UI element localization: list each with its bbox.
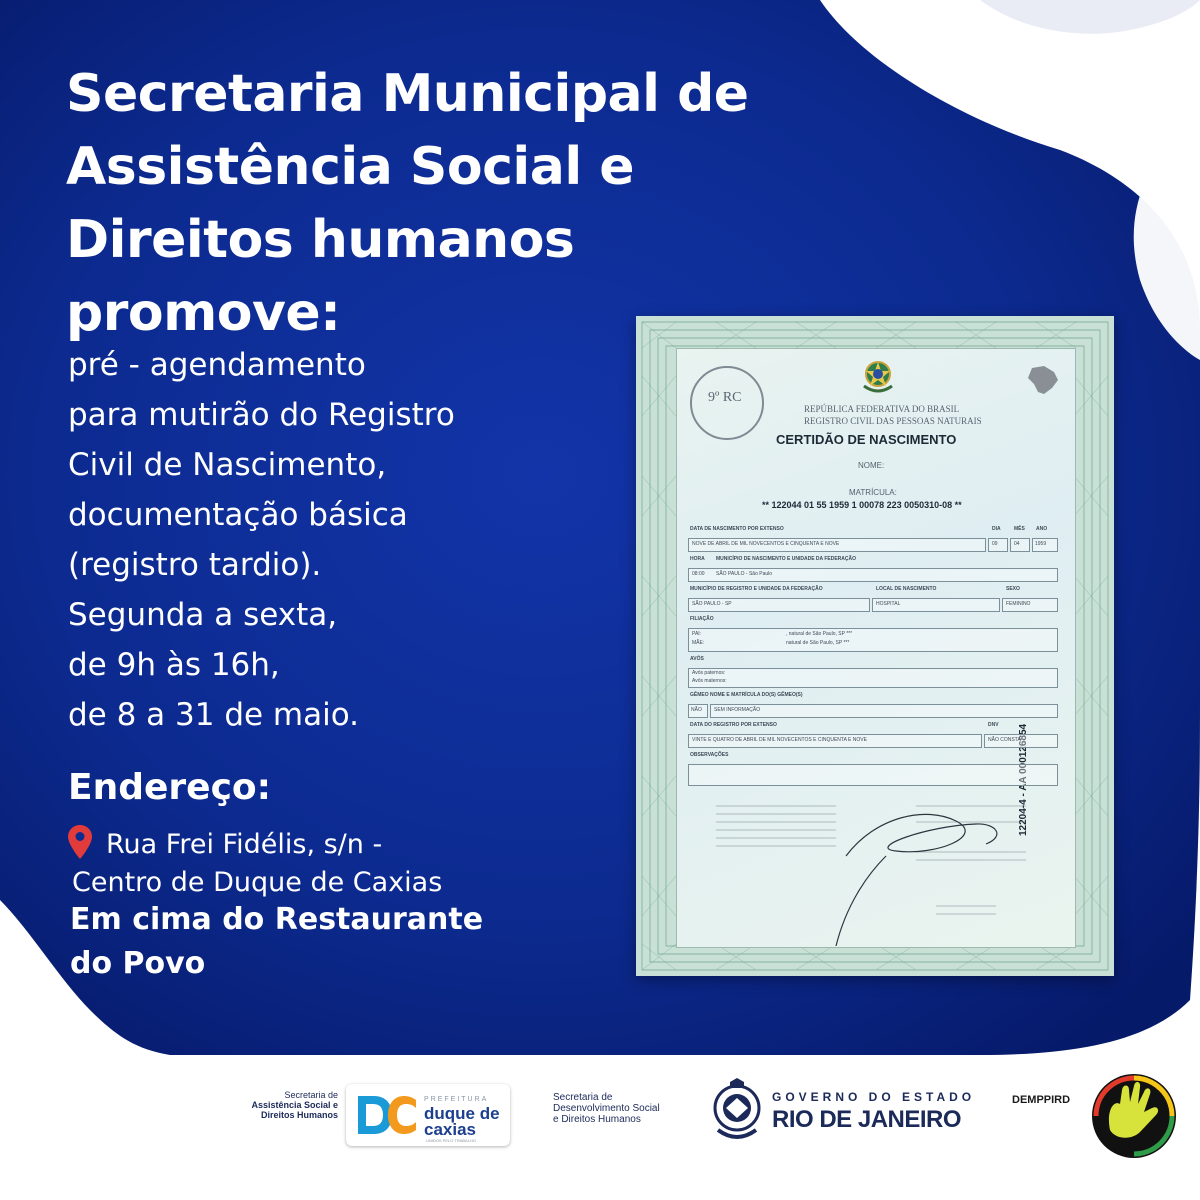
field-value: VINTE E QUATRO DE ABRIL DE MIL NOVECENTOS E CINQUENTA E NOVE <box>692 737 867 743</box>
field-value: HOSPITAL <box>876 601 901 607</box>
rj-state-name: RIO DE JANEIRO <box>772 1106 962 1133</box>
certificate-header-1: REPÚBLICA FEDERATIVA DO BRASIL <box>804 404 960 414</box>
field-label: MUNICÍPIO DE REGISTRO E UNIDADE DA FEDERAÇÃO <box>690 586 823 592</box>
field-value: natural de São Paulo, SP *** <box>786 640 850 646</box>
footer-text-line: Secretaria de <box>284 1090 338 1100</box>
dc-prefeitura-label: PREFEITURA <box>424 1096 489 1103</box>
field-label: MUNICÍPIO DE NASCIMENTO E UNIDADE DA FEDERAÇÃO <box>716 556 857 562</box>
description-line: Civil de Nascimento, <box>68 447 387 483</box>
field-box <box>688 668 1058 688</box>
brazil-coat-of-arms-icon <box>860 356 896 396</box>
field-box <box>988 538 1008 552</box>
dc-city-line: duque de <box>424 1104 500 1123</box>
certificate-title: CERTIDÃO DE NASCIMENTO <box>776 432 957 447</box>
rj-government-label: GOVERNO DO ESTADO <box>772 1090 976 1104</box>
field-value: SÃO PAULO - São Paulo <box>716 571 773 577</box>
certificate-matricula-label: MATRÍCULA: <box>849 488 897 497</box>
birth-certificate-image <box>636 316 1114 976</box>
certificate-signature <box>696 796 1056 946</box>
dc-city-name <box>424 1106 500 1138</box>
description-line: para mutirão do Registro <box>68 397 455 433</box>
description-line: (registro tardio). <box>68 547 322 583</box>
headline-line: Secretaria Municipal de <box>66 64 749 124</box>
field-box <box>688 628 1058 652</box>
headline-line: Direitos humanos <box>66 210 575 270</box>
footer-text-line: Direitos Humanos <box>260 1110 338 1120</box>
certificate-header-2: REGISTRO CIVIL DAS PESSOAS NATURAIS <box>804 416 982 426</box>
field-label: FILIAÇÃO <box>690 616 714 622</box>
field-value: NOVE DE ABRIL DE MIL NOVECENTOS E CINQUENTA E NOVE <box>692 541 840 547</box>
brazil-map-icon <box>1024 362 1060 398</box>
headline-line: promove: <box>66 283 341 343</box>
description-line: de 8 a 31 de maio. <box>68 697 360 733</box>
dc-city-line: caxias <box>424 1120 476 1139</box>
event-description <box>68 340 588 740</box>
address-street: Rua Frei Fidélis, s/n - <box>106 829 383 860</box>
field-value: Avós paternos: <box>692 670 726 676</box>
field-value: NÃO CONSTA <box>988 737 1021 743</box>
address-district: Centro de Duque de Caxias <box>72 867 443 898</box>
registry-stamp <box>690 366 764 440</box>
footer-text-line: Desenvolvimento Social <box>553 1103 660 1114</box>
footer-logos <box>0 1070 1200 1180</box>
description-line: de 9h às 16h, <box>68 647 280 683</box>
rio-de-janeiro-emblem-icon <box>708 1078 766 1148</box>
reference-line: do Povo <box>70 946 206 981</box>
footer-text-line: Assistência Social e <box>251 1100 338 1110</box>
field-label: OBSERVAÇÕES <box>690 752 729 758</box>
footer-secretaria-desenvolvimento <box>553 1092 660 1125</box>
headline <box>66 58 786 350</box>
dc-tagline: UNIDOS PELO TRABALHO <box>426 1138 476 1143</box>
field-value: Avós maternos: <box>692 678 727 684</box>
field-value: 1959 <box>1035 541 1047 547</box>
description-line: pré - agendamento <box>68 347 366 383</box>
field-box <box>688 764 1058 786</box>
demppird-label: DEMPPIRD <box>1012 1094 1071 1106</box>
field-box <box>1010 538 1030 552</box>
field-label: LOCAL DE NASCIMENTO <box>876 586 937 592</box>
description-line: Segunda a sexta, <box>68 597 338 633</box>
field-value: PAI: <box>692 631 702 637</box>
field-value: FEMININO <box>1006 601 1031 607</box>
field-value: 04 <box>1014 541 1020 547</box>
field-value: SEM INFORMAÇÃO <box>714 707 761 713</box>
field-box <box>710 704 1058 718</box>
field-value: 09 <box>992 541 998 547</box>
field-label: DNV <box>988 722 999 728</box>
footer-secretaria-assistencia <box>232 1090 338 1120</box>
field-value: , natural de São Paulo, SP *** <box>786 631 853 637</box>
field-label: ANO <box>1036 526 1048 532</box>
demppird-logo <box>1010 1070 1180 1166</box>
field-label: SEXO <box>1006 586 1020 592</box>
certificate-side-number: 12204-4 - AA 000126854 <box>1018 723 1029 836</box>
certificate-matricula: ** 122044 01 55 1959 1 00078 223 0050310-08 ** <box>762 500 962 510</box>
field-label: GÊMEO NOME E MATRÍCULA DO(S) GÊMEO(S) <box>690 692 803 698</box>
field-value: 08:00 <box>692 571 705 577</box>
address-heading: Endereço: <box>68 767 272 808</box>
address-line-1 <box>68 826 528 864</box>
field-label: AVÓS <box>690 656 704 662</box>
field-label: MÊS <box>1014 526 1025 532</box>
description-line: documentação básica <box>68 497 408 533</box>
field-value: SÃO PAULO - SP <box>692 601 732 607</box>
location-pin-icon <box>68 825 92 859</box>
reference-line: Em cima do Restaurante <box>70 902 484 937</box>
certificate-nome-label: NOME: <box>858 461 885 470</box>
registry-stamp-text: 9º RC <box>708 390 742 405</box>
address-reference <box>70 898 550 986</box>
headline-line: Assistência Social e <box>66 137 635 197</box>
field-value: MÃE: <box>692 640 705 646</box>
field-label: DATA DO REGISTRO POR EXTENSO <box>690 722 777 728</box>
field-label: HORA <box>690 556 705 562</box>
dc-monogram-icon <box>356 1094 418 1136</box>
duque-de-caxias-logo <box>346 1084 510 1146</box>
footer-text-line: e Direitos Humanos <box>553 1114 641 1125</box>
field-label: DIA <box>992 526 1001 532</box>
field-label: DATA DE NASCIMENTO POR EXTENSO <box>690 526 784 532</box>
address-block <box>68 826 528 902</box>
field-value: NÃO <box>691 707 702 713</box>
footer-text-line: Secretaria de <box>553 1092 613 1103</box>
